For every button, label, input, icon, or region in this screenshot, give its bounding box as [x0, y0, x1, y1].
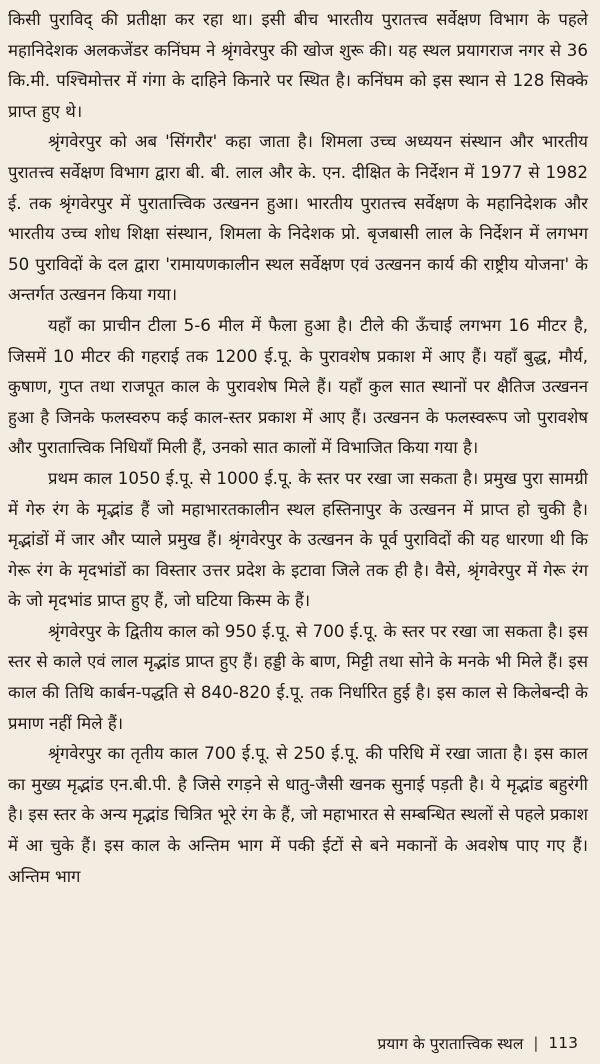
footer-separator: |	[533, 1034, 539, 1052]
paragraph-5: श्रृंगवेरपुर के द्वितीय काल को 950 ई.पू. से 700 ई.पू. के स्तर पर रखा जा सकता है। इस स्तर से काले एवं लाल मृद्भांड प्राप्त हुए हैं। हड्डी के बाण, मिट्टी तथा सोने के मनके भी मिले हैं। इस काल की तिथि कार्बन-पद्धति से 840-820 ई.पू. तक निर्धारित हुई है। इस काल से किलेबन्दी के प्रमाण नहीं मिले हैं।	[8, 620, 588, 733]
page-footer	[377, 1032, 578, 1054]
paragraph-2: श्रृंगवेरपुर को अब 'सिंगरौर' कहा जाता है। शिमला उच्च अध्ययन संस्थान और भारतीय पुरातत्त्व सर्वेक्षण विभाग द्वारा बी. बी. लाल और के. एन. दीक्षित के निर्देशन में 1977 से 1982 ई. तक श्रृंगवेरपुर में पुरातात्त्विक उत्खनन हुआ। भारतीय पुरातत्त्व सर्वेक्षण के महानिदेशक और भारतीय उच्च शोध शिक्षा संस्थान, शिमला के निदेशक प्रो. बृजबासी लाल के निर्देशन में लगभग 50 पुराविदों के दल द्वारा 'रामायणकालीन स्थल सर्वेक्षण एवं उत्खनन कार्य की राष्ट्रीय योजना' के अन्तर्गत उत्खनन किया गया।	[8, 131, 588, 305]
paragraph-1: किसी पुराविद् की प्रतीक्षा कर रहा था। इसी बीच भारतीय पुरातत्त्व सर्वेक्षण विभाग के पहले महानिदेशक अलकजेंडर कनिंघम ने श्रृंगवेरपुर की खोज शुरू की। यह स्थल प्रयागराज नगर से 36 कि.मी. पश्चिमोत्तर में गंगा के दाहिने किनारे पर स्थित है। कनिंघम को इस स्थान से 128 सिक्के प्राप्त हुए थे।	[8, 9, 588, 121]
body-text	[8, 0, 588, 891]
paragraph-3: यहाँ का प्राचीन टीला 5-6 मील में फैला हुआ है। टीले की ऊँचाई लगभग 16 मीटर है, जिसमें 10 मीटर की गहराई तक 1200 ई.पू. के पुरावशेष प्रकाश में आए हैं। यहाँ बुद्ध, मौर्य, कुषाण, गुप्त तथा राजपूत काल के पुरावशेष मिले हैं। यहाँ कुल सात स्थानों पर क्षैतिज उत्खनन हुआ है जिनके फलस्वरुप कई काल-स्तर प्रकाश में आए हैं। उत्खनन के फलस्वरूप जो पुरावशेष और पुरातात्त्विक निधियाँ मिली हैं, उनको सात कालों में विभाजित किया गया है।	[8, 314, 588, 458]
page-number: 113	[548, 1034, 578, 1052]
paragraph-4: प्रथम काल 1050 ई.पू. से 1000 ई.पू. के स्तर पर रखा जा सकता है। प्रमुख पुरा सामग्री में गेरु रंग के मृद्भांड हैं जो महाभारतकालीन स्थल हस्तिनापुर के उत्खनन में प्राप्त हो चुकी है। मृद्भांडों में जार और प्याले प्रमुख हैं। श्रृंगवेरपुर के उत्खनन के पूर्व पुराविदों की यह धारणा थी कि गेरू रंग के मृदभांडों का विस्तार उत्तर प्रदेश के इटावा जिले तक ही है। वैसे, श्रृंगवेरपुर में गेरू रंग के जो मृदभांड प्राप्त हुए हैं, जो घटिया किस्म के हैं।	[8, 467, 588, 611]
paragraph-6: श्रृंगवेरपुर का तृतीय काल 700 ई.पू. से 250 ई.पू. की परिधि में रखा जाता है। इस काल का मुख्य मृद्भांड एन.बी.पी. है जिसे रगड़ने से धातु-जैसी खनक सुनाई पड़ती है। ये मृद्भांड बहुरंगी है। इस स्तर के अन्य मृद्भांड चित्रित भूरे रंग के हैं, जो महाभारत से सम्बन्धित स्थलों से पहले प्रकाश में आ चुके हैं। इस काल के अन्तिम भाग में पकी ईटों से बने मकानों के अवशेष पाए गए हैं। अन्तिम भाग	[8, 743, 588, 886]
running-title: प्रयाग के पुरातात्त्विक स्थल	[377, 1035, 524, 1053]
